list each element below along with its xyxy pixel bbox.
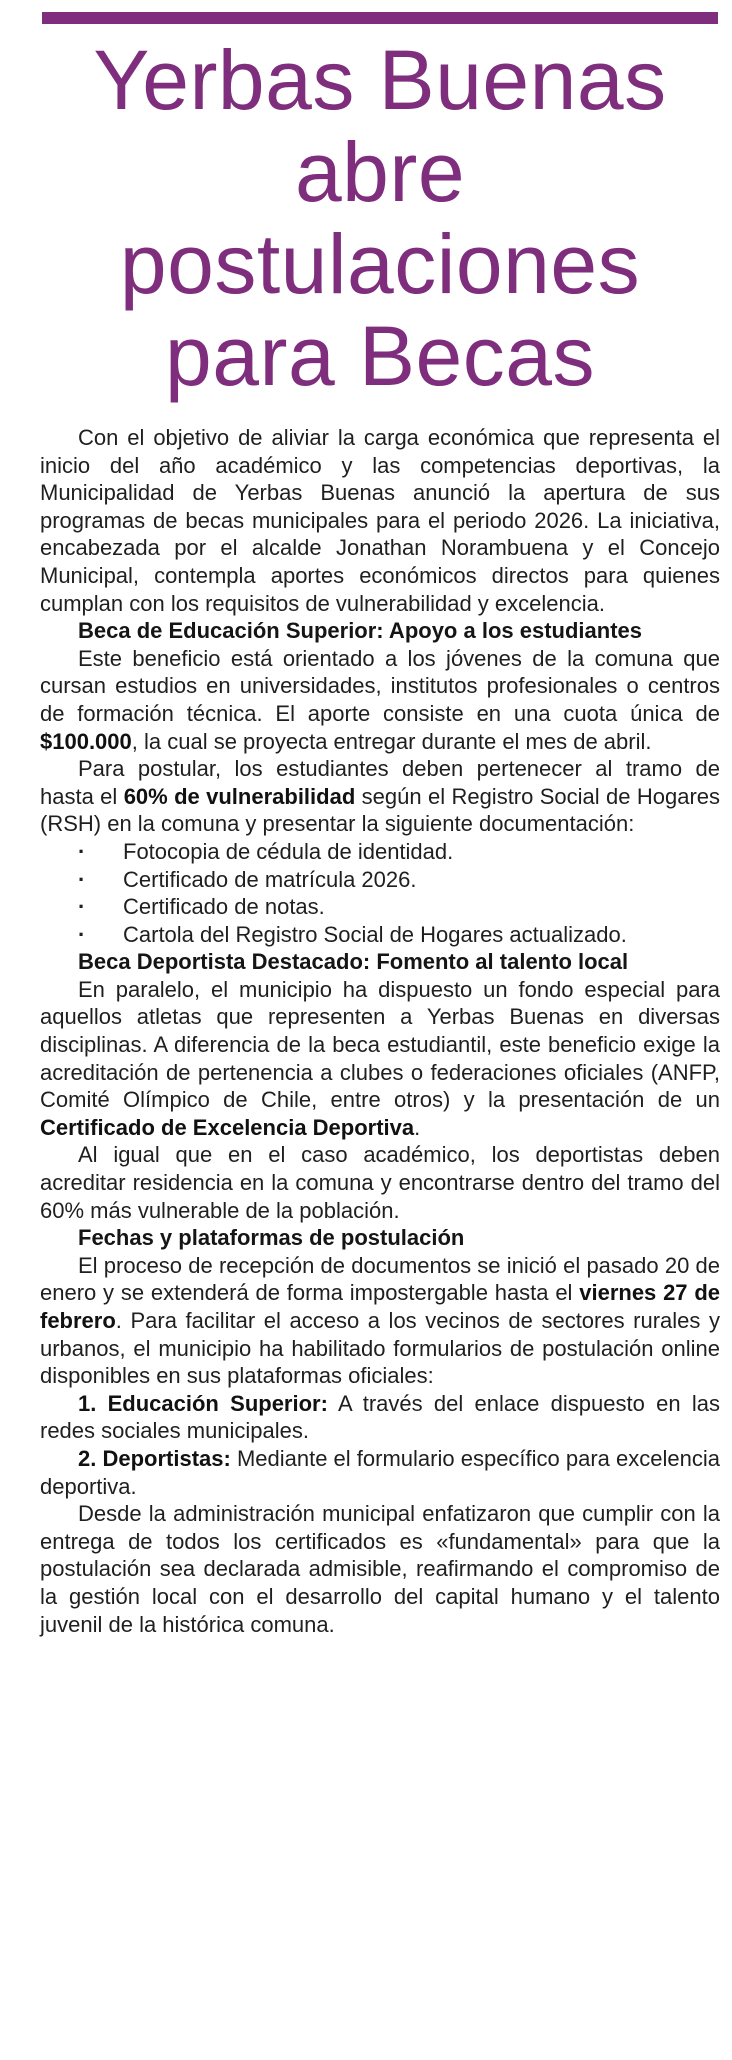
headline-line: abre [294,125,466,219]
list-item: · Certificado de matrícula 2026. [40,866,720,894]
article-body [40,424,720,1638]
platforms-list [40,1390,720,1500]
headline-line: Yerbas Buenas [93,33,667,127]
athletes-residency-paragraph: Al igual que en el caso académico, los deportistas deben acreditar residencia en la comuna y encontrarse dentro del tramo del 60% más vulnerable de la población. [40,1142,720,1223]
list-item: · Cartola del Registro Social de Hogares actualizado. [40,921,720,949]
vulnerability-threshold: 60% de vulnerabilidad [123,783,356,809]
section-heading-athletes: Beca Deportista Destacado: Fomento al talento local [78,949,629,975]
headline-line: para Becas [165,309,595,403]
list-item: 2. Deportistas: Mediante el formulario específico para excelencia deportiva. [40,1445,720,1499]
list-item: 1. Educación Superior: A través del enlace dispuesto en las redes sociales municipales. [40,1390,720,1444]
dates-paragraph: El proceso de recepción de documentos se inició el pasado 20 de enero y se extenderá de forma impostergable hasta el viernes 27 de febrero. Para facilitar el acceso a los vecinos de sectores rurales y urbanos, el municipio ha habilitado formularios de postulación online disponibles en sus plataformas oficiales: [40,1252,720,1389]
headline [40,34,720,402]
top-accent-bar [42,12,718,24]
documents-list [40,838,720,948]
scholarship-amount: $100.000 [40,728,132,754]
section-heading-dates: Fechas y plataformas de postulación [78,1225,465,1251]
list-item: · Fotocopia de cédula de identidad. [40,838,720,866]
intro-paragraph: Con el objetivo de aliviar la carga económica que representa el inicio del año académico y las competencias deportivas, la Municipalidad de Yerbas Buenas anunció la apertura de sus programas de becas municipales para el periodo 2026. La iniciativa, encabezada por el alcalde Jonathan Norambuena y el Concejo Municipal, contempla aportes económicos directos para quienes cumplan con los requisitos de vulnerabilidad y excelencia. [40,425,720,616]
eligibility-paragraph: Para postular, los estudiantes deben pertenecer al tramo de hasta el 60% de vulnerabilidad según el Registro Social de Hogares (RSH) en la comuna y presentar la siguiente documentación: [40,756,721,837]
sports-certificate: Certificado de Excelencia Deportiva [40,1114,415,1140]
closing-paragraph: Desde la administración municipal enfatizaron que cumplir con la entrega de todos los certificados es «fundamental» para que la postulación sea declarada admisible, reafirmando el compromiso de la gestión local con el desarrollo del capital humano y el talento juvenil de la histórica comuna. [40,1501,720,1637]
headline-line: postulaciones [119,217,641,311]
section-heading-higher-education: Beca de Educación Superior: Apoyo a los estudiantes [78,618,642,644]
list-item: · Certificado de notas. [40,893,720,921]
deadline-date: viernes 27 de febrero [40,1280,720,1333]
athletes-paragraph: En paralelo, el municipio ha dispuesto un fondo especial para aquellos atletas que representen a Yerbas Buenas en diversas disciplinas. A diferencia de la beca estudiantil, este beneficio exige la acreditación de pertenencia a clubes o federaciones oficiales (ANFP, Comité Olímpico de Chile, entre otros) y la presentación de un Certificado de Excelencia Deportiva. [40,976,720,1140]
higher-education-paragraph: Este beneficio está orientado a los jóvenes de la comuna que cursan estudios en universidades, institutos profesionales o centros de formación técnica. El aporte consiste en una cuota única de $100.000, la cual se proyecta entregar durante el mes de abril. [40,645,720,754]
